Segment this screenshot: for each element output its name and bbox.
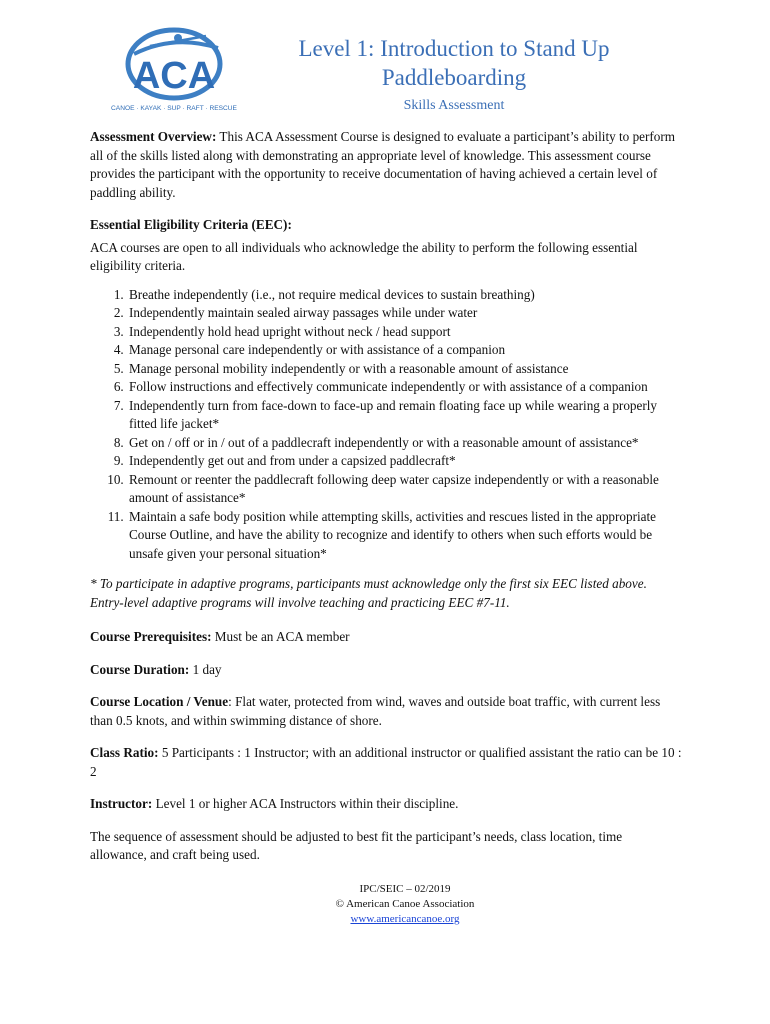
sequence-paragraph: The sequence of assessment should be adjusted to best fit the participant’s needs, class location, time allowance, and craft being used. — [90, 828, 623, 862]
duration-paragraph — [90, 661, 682, 680]
adaptive-note: * To participate in adaptive programs, participants must acknowledge only the first six EEC listed above. Entry-level adaptive programs will involve teaching and practicing EEC #7-11. — [90, 576, 647, 610]
instructor-paragraph — [90, 795, 682, 814]
prerequisites-text: Must be an ACA member — [211, 629, 350, 644]
eec-item-4: 4. Manage personal care independently or with assistance of a companion — [127, 341, 682, 360]
title-line-1: Level 1: Introduction to Stand Up — [298, 36, 610, 61]
page-footer — [250, 882, 560, 927]
eec-intro: ACA courses are open to all individuals who acknowledge the ability to perform the following essential eligibility criteria. — [90, 239, 638, 273]
title-line-2: Paddleboarding — [381, 65, 527, 90]
footer-code: IPC/SEIC – 02/2019 — [359, 883, 451, 895]
duration-label: Course Duration: — [90, 661, 190, 677]
eec-heading-label: Essential Eligibility Criteria (EEC): — [90, 217, 292, 232]
prerequisites-label: Course Prerequisites: — [90, 629, 212, 644]
ratio-label: Class Ratio: — [90, 745, 159, 760]
overview-label: Assessment Overview: — [90, 129, 217, 144]
aca-logo — [111, 24, 237, 116]
page-subtitle: Skills Assessment — [403, 98, 505, 113]
footer-website-link[interactable]: www.americancanoe.org — [350, 913, 460, 925]
title-block — [250, 34, 658, 114]
eec-item-9: 9. Independently get out and from under a capsized paddlecraft* — [127, 452, 682, 471]
eec-item-2: 2. Independently maintain sealed airway passages while under water — [127, 304, 682, 323]
overview-paragraph — [90, 128, 682, 202]
location-text: : Flat water, protected from wind, waves and outside boat traffic, with current less than 0.5 knots, and within swimming distance of shore. — [90, 694, 661, 728]
ratio-text: 5 Participants : 1 Instructor; with an additional instructor or qualified assistant the ratio can be 10 : 2 — [90, 745, 682, 779]
logo-letters: ACA — [132, 55, 216, 97]
duration-text: 1 day — [189, 661, 222, 677]
eec-item-8: 8. Get on / off or in / out of a paddlecraft independently or with a reasonable amount of assistance* — [127, 434, 682, 453]
eec-item-10: 10. Remount or reenter the paddlecraft following deep water capsize independently or with a reasonable amount of assistance* — [127, 471, 682, 508]
instructor-label: Instructor: — [90, 796, 153, 811]
eec-item-11: 11. Maintain a safe body position while attempting skills, activities and rescues listed in the appropriate Course Outline, and have the ability to recognize and identify to others when such efforts would be unsafe given your personal situation* — [127, 508, 682, 564]
eec-item-6: 6. Follow instructions and effectively communicate independently or with assistance of a companion — [127, 378, 682, 397]
location-label: Course Location / Venue — [90, 694, 229, 709]
document-body — [90, 128, 682, 879]
eec-heading — [90, 216, 682, 235]
eec-item-5: 5. Manage personal mobility independently or with a reasonable amount of assistance — [127, 360, 682, 379]
ratio-paragraph — [90, 744, 682, 781]
prerequisites-paragraph — [90, 628, 682, 647]
page-title — [250, 34, 658, 92]
instructor-text: Level 1 or higher ACA Instructors within their discipline. — [152, 796, 459, 811]
location-paragraph — [90, 693, 682, 730]
eec-list — [90, 286, 682, 564]
eec-item-1: 1. Breathe independently (i.e., not require medical devices to sustain breathing) — [127, 286, 682, 305]
overview-text: This ACA Assessment Course is designed to evaluate a participant’s ability to perform all of the skills listed along with demonstrating an appropriate level of knowledge. This assessment course provides the participant with the opportunity to receive documentation of having achieved a certain level of paddling ability. — [90, 129, 676, 200]
eec-item-7: 7. Independently turn from face-down to face-up and remain floating face up while wearing a properly fitted life jacket* — [127, 397, 682, 434]
logo-tagline: CANOE · KAYAK · SUP · RAFT · RESCUE — [111, 105, 237, 112]
footer-copyright: © American Canoe Association — [335, 898, 475, 910]
logo-swoosh — [134, 42, 218, 54]
eec-item-3: 3. Independently hold head upright without neck / head support — [127, 323, 682, 342]
